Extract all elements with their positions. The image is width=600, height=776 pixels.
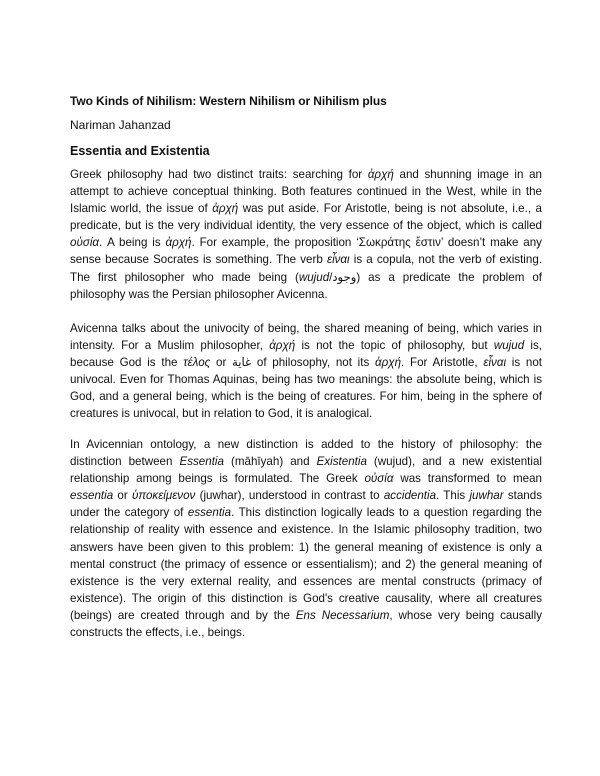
italic-term: οὐσία <box>364 472 394 486</box>
text-run: . This <box>436 489 470 503</box>
italic-term: ἀρχή <box>367 168 394 181</box>
italic-term: ἀρχή <box>212 202 239 216</box>
author-name: Nariman Jahanzad <box>70 118 171 132</box>
italic-term: wujud <box>298 270 330 284</box>
italic-term: εἶναι <box>326 253 350 267</box>
text-run: , whose very being causally constructs the effects, i.e., beings. <box>70 608 542 640</box>
text-run: . This distinction logically leads to a question regarding the relationship of reality with essence and existence. In the Islamic philosophy tradition, two answers have been given to this problem: 1) the general meaning of existence is only a mental construct (the primacy of essence or essentialism); and 2) the general meaning of existence is the very external reality, and essences are mental constructs (primacy of existence). The origin of this distinction is God's creative causality, where all creatures (beings) are created through and by the <box>70 506 543 622</box>
text-run: was transformed to mean <box>393 472 542 486</box>
text-run: (wujud), and a new existential relationship among beings is formulated. The Greek <box>70 455 542 486</box>
paper-title: Two Kinds of Nihilism: Western Nihilism or Nihilism plus <box>70 94 387 108</box>
text-run: Avicenna talks about the univocity of being, the shared meaning of being, which varies in intensity. For a Muslim philosopher, <box>70 322 542 353</box>
italic-term: ἀρχή <box>165 236 192 250</box>
text-run: was put aside. For Aristotle, being is not absolute, i.e., a predicate, but is the very individual identity, the very essence of the object, which is called <box>70 202 542 233</box>
text-run: (māhīyah) and <box>223 455 317 469</box>
text-run: . A being is <box>99 236 166 250</box>
italic-term: juwhar <box>469 489 504 503</box>
italic-term: Essentia <box>179 455 224 469</box>
text-run: (juwhar), understood in contrast to <box>195 489 384 503</box>
italic-term: οὐσία <box>70 236 100 250</box>
italic-term: τέλος <box>183 356 211 370</box>
italic-term: accidentia <box>383 489 437 503</box>
text-run: and shunning image in an attempt to achieve conceptual thinking. Both features continued in the West, while in the Islamic world, the issue of <box>70 168 542 216</box>
section-heading: Essentia and Existentia <box>70 144 210 158</box>
text-run: /وجود) as a predicate the problem of philosophy was the Persian philosopher Avicenna. <box>70 270 542 301</box>
text-run: . For example, the proposition ‘Σωκράτης ἔστιν’ doesn’t make any sense because Socrates is something. The verb <box>70 236 542 267</box>
body-paragraph-3 <box>70 436 542 641</box>
body-paragraph-1 <box>70 166 542 303</box>
text-run: is not the topic of philosophy, but <box>295 339 494 353</box>
body-paragraph-2 <box>70 320 542 423</box>
italic-term: ἀρχή <box>375 356 402 370</box>
text-run: or <box>113 489 132 503</box>
text-run: Greek philosophy had two distinct traits: searching for <box>70 168 368 181</box>
italic-term: essentia <box>187 506 232 520</box>
text-run: is, because God is the <box>70 339 542 370</box>
italic-term: Existentia <box>316 455 367 469</box>
italic-term: εἶναι <box>483 356 507 370</box>
italic-term: wujud <box>493 339 525 353</box>
text-run: or غایة of philosophy, not its <box>210 356 376 370</box>
text-run: is not univocal. Even for Thomas Aquinas, being has two meanings: the absolute being, which is God, and a general being, which is the being of creatures. For him, being in the sphere of creatures is univocal, but in relation to God, it is analogical. <box>70 356 542 421</box>
italic-term: Ens Necessarium <box>295 608 390 622</box>
text-run: In Avicennian ontology, a new distinction is added to the history of philosophy: the distinction between <box>70 438 542 469</box>
text-run: stands under the category of <box>70 489 542 520</box>
text-run: . For Aristotle, <box>401 356 484 370</box>
text-run: is a copula, not the verb of existing. The first philosopher who made being ( <box>70 253 542 284</box>
italic-term: essentia <box>70 489 114 503</box>
italic-term: ἀρχή <box>269 339 296 353</box>
italic-term: ὑποκείμενον <box>131 489 196 503</box>
